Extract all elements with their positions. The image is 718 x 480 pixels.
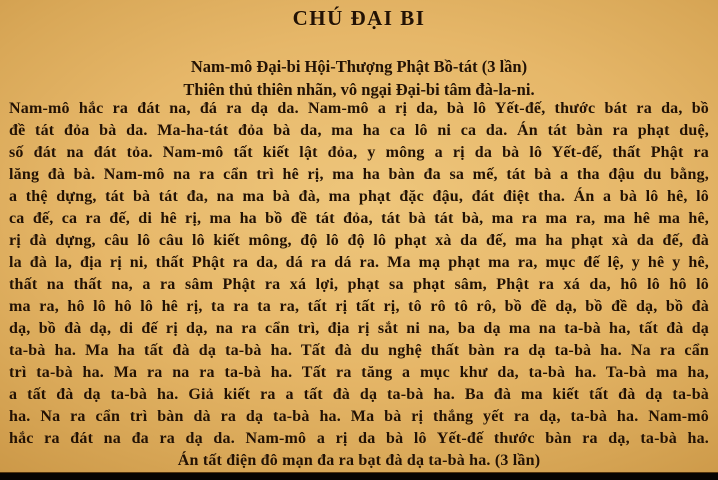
invocation-heading xyxy=(0,55,718,101)
mantra-line: a tất đà dạ ta-bà ha. Giả kiết ra a tất đà dạ ta-bà ha. Ba đà ma kiết tất đà dạ ta-bà xyxy=(9,386,709,403)
mantra-line: thất na thất na, a ra sâm Phật ra xá lợi, phạt sa phạt sâm, Phật ra xá da, hô lô hô lô xyxy=(9,276,709,293)
mantra-line: Nam-mô hắc ra đát na, đá ra dạ da. Nam-mô a rị da, bà lô Yết-đế, thước bát ra da, bồ xyxy=(9,100,709,117)
mantra-line: hắc ra đát na đa ra dạ da. Nam-mô a rị da bà lô Yết-đế thước bàn ra dạ, ta-bà ha. xyxy=(9,430,709,447)
mantra-line: trì ta-bà ha. Ma ra na ra ta-bà ha. Tất ra tăng a mục khư da, ta-bà ha. Ta-bà ma ha, xyxy=(9,364,709,381)
mantra-line: ha. Na ra cẩn trì bàn dà ra dạ ta-bà ha. Ma bà rị thắng yết ra dạ, ta-bà ha. Nam-mô xyxy=(9,408,709,425)
mantra-line: ca đế, ca ra đế, di hê rị, ma ha bồ đề tát đỏa, tát bà tát bà, ma ra ma ra, ma hê ma hê, xyxy=(9,210,709,227)
mantra-line: lăng đà bà. Nam-mô na ra cẩn trì hê rị, ma ha bàn đa sa mế, tát bà a tha đậu du bằng, xyxy=(9,166,709,183)
bottom-letterbox-bar xyxy=(0,472,718,480)
mantra-line: a thệ dựng, tát bà tát đa, na ma bà đà, ma phạt đặc đậu, đát điệt tha. Án a bà lô hê, lô xyxy=(9,188,709,205)
page-title: CHÚ ĐẠI BI xyxy=(292,6,426,30)
mantra-line: ta-bà ha. Ma ha tất đà dạ ta-bà ha. Tất đà du nghệ thất bàn ra dạ ta-bà ha. Na ra cẩn xyxy=(9,342,709,359)
invocation-line-2: Thiên thủ thiên nhãn, vô ngại Đại-bi tâm đà-la-ni. xyxy=(183,80,535,99)
mantra-line: dạ, bồ đà dạ, di đế rị dạ, na ra cẩn trì, địa rị sắt ni na, ba dạ ma na ta-bà ha, tất đà dạ xyxy=(9,320,709,337)
mantra-line: la đà la, địa rị ni, thất Phật ra da, dá ra dá ra. Ma mạ phạt ma ra, mục đế lệ, y hê y hê, xyxy=(9,254,709,271)
mantra-body xyxy=(9,98,709,472)
mantra-line: ma ra, hô lô hô lô hê rị, ta ra ta ra, tất rị tất rị, tô rô tô rô, bồ đề dạ, bồ đề dạ, bồ đà xyxy=(9,298,709,315)
mantra-line: số đát na đát tỏa. Nam-mô tất kiết lật đỏa, y mông a rị da bà lô Yết-đế, thất Phật ra xyxy=(9,144,709,161)
mantra-line: rị đà dựng, câu lô câu lô kiết mông, độ lô độ lô phạt xà da đế, ma ha phạt xà da đế, đà xyxy=(9,232,709,249)
mantra-line: đề tát đỏa bà da. Ma-ha-tát đỏa bà da, ma ha ca lô ni ca da. Án tát bàn ra phạt duệ, xyxy=(9,122,709,139)
invocation-line-1: Nam-mô Đại-bi Hội-Thượng Phật Bồ-tát (3 lần) xyxy=(190,57,528,76)
closing-line: Án tất điện đô mạn đa ra bạt đà dạ ta-bà ha. (3 lần) xyxy=(177,452,541,469)
